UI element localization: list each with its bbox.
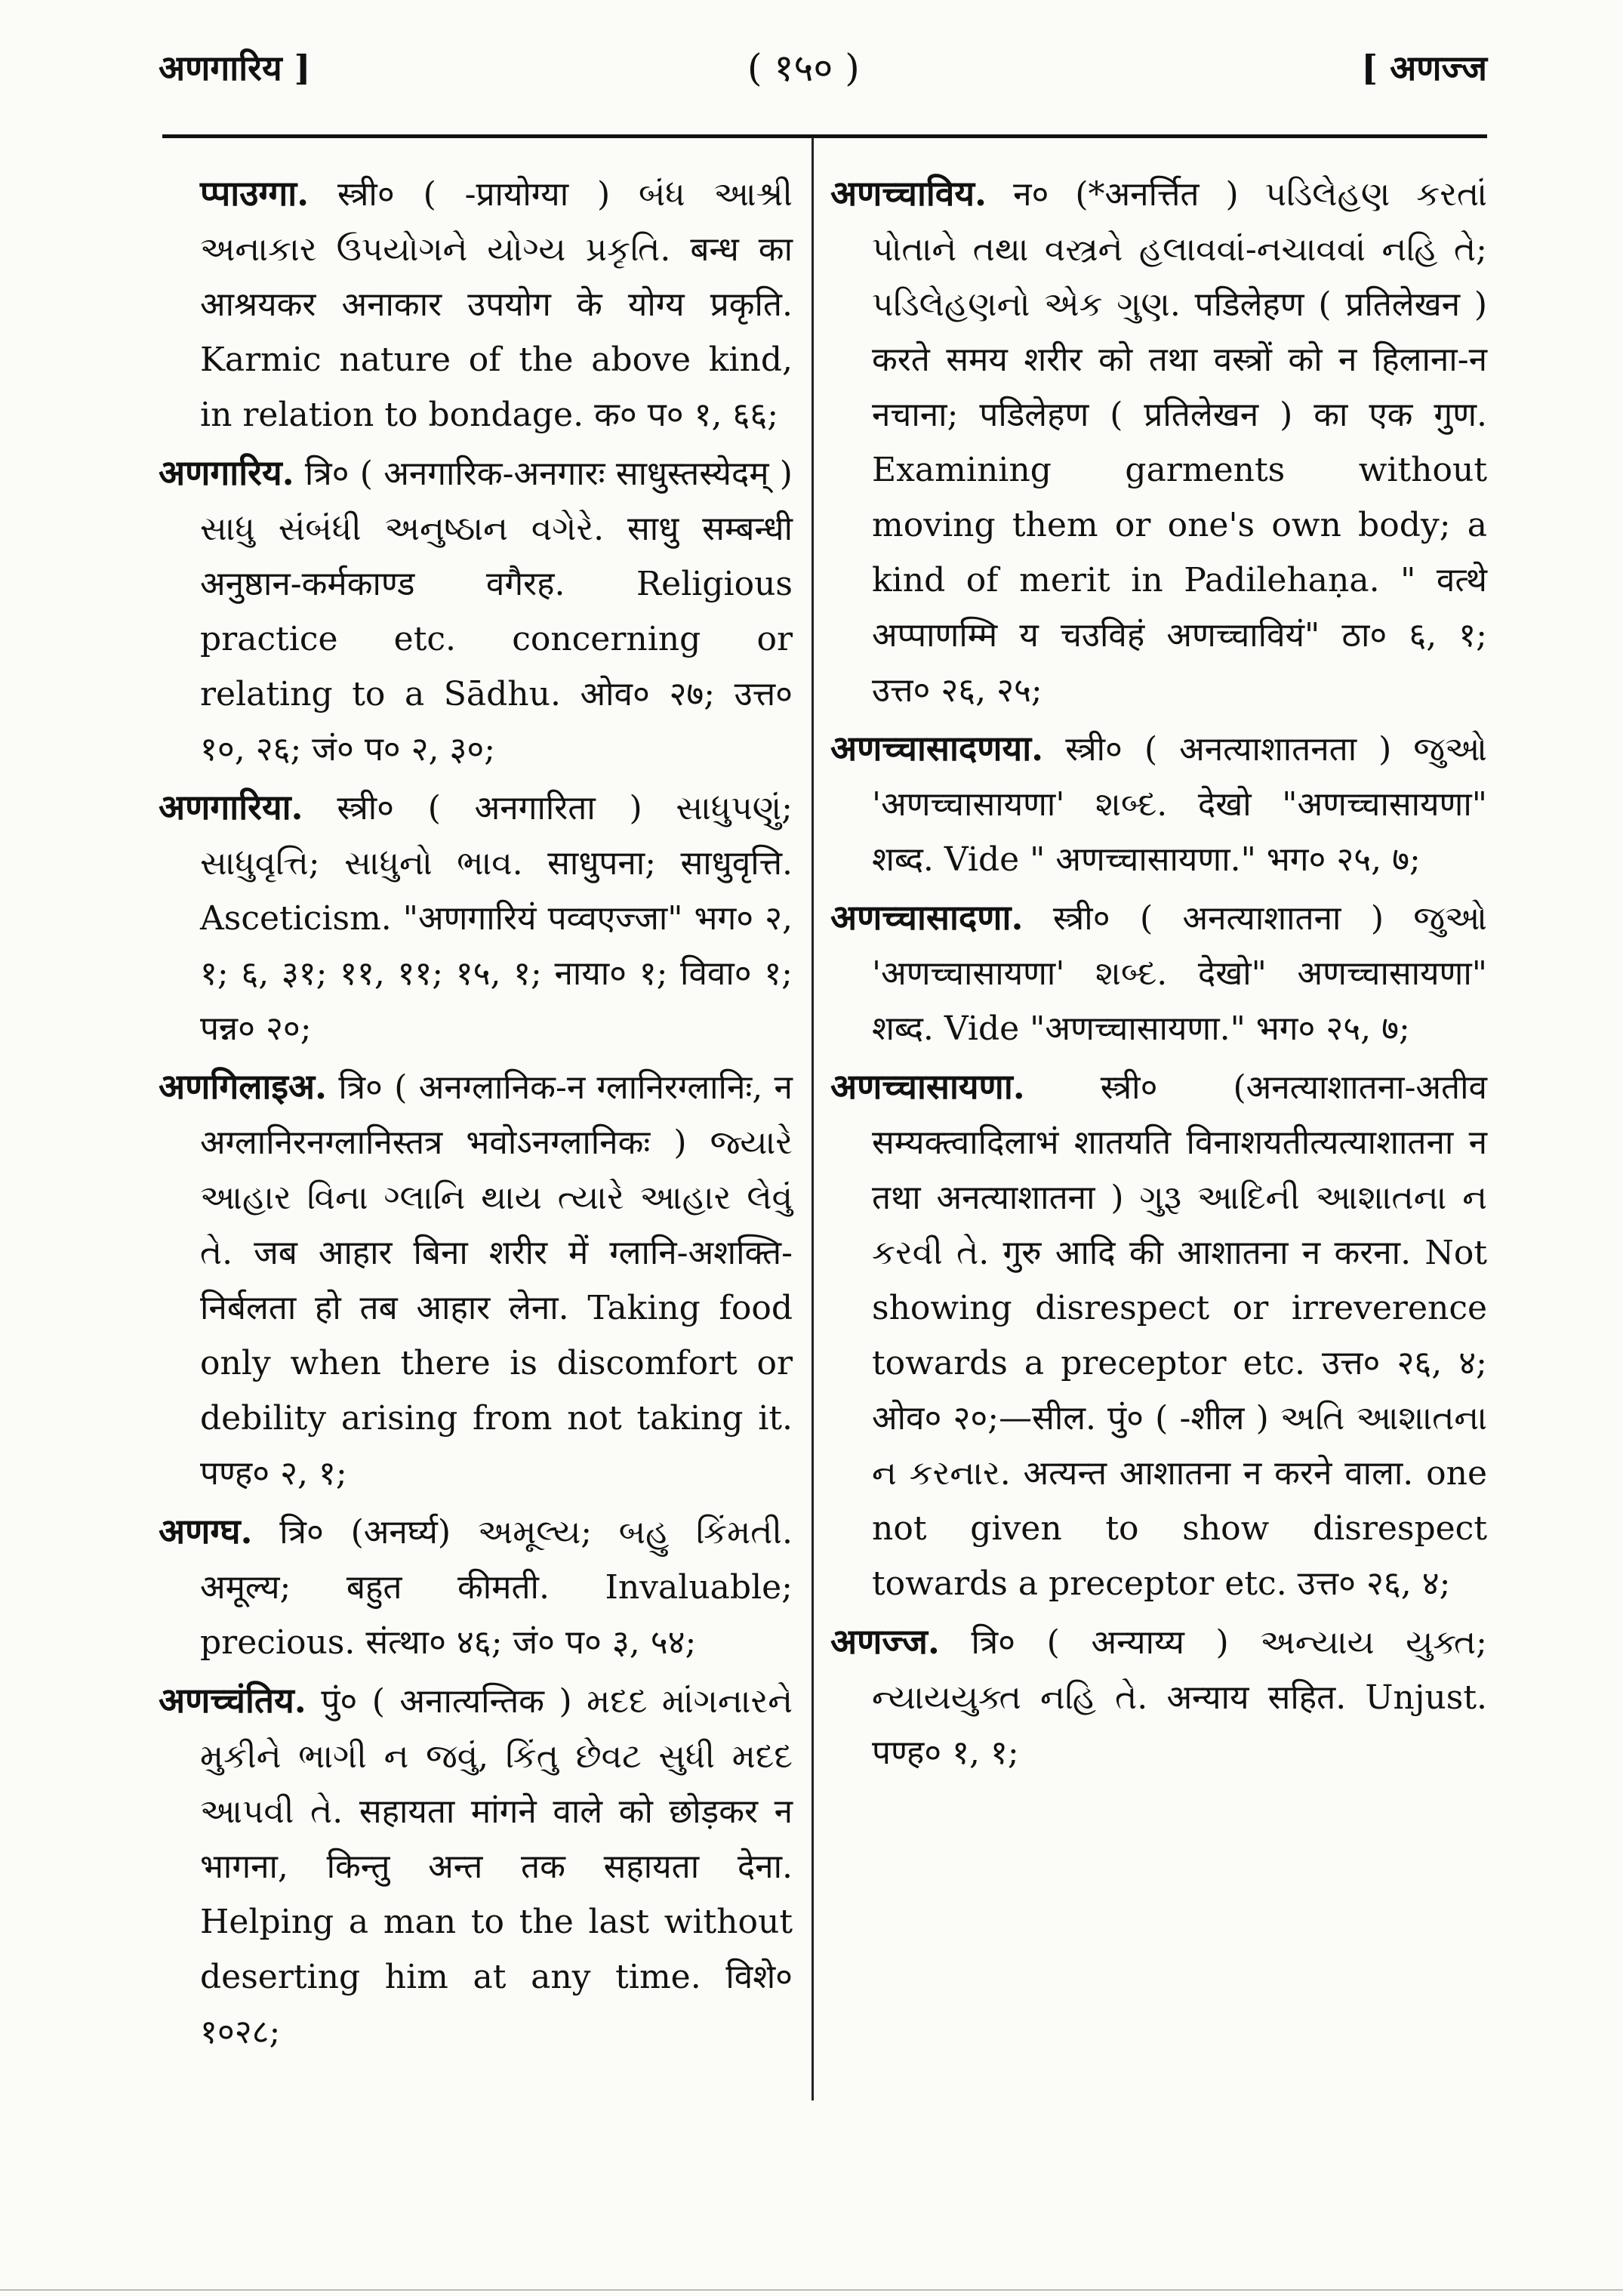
entry-headword: अणगारिया. xyxy=(159,787,303,827)
entry-text: स्त्री० ( अनत्याशातनता ) જુઓ 'अणच्चासायणा' શબ્દ. देखो "अणच्चासायणा" शब्द. Vide " अणच्चासायणा." भग० २५, ७; xyxy=(872,730,1487,879)
entry-headword: अणज्ज. xyxy=(830,1621,940,1662)
entry-headword: अणच्चासायणा. xyxy=(830,1066,1025,1107)
dictionary-entry xyxy=(830,890,1487,1056)
dictionary-entry xyxy=(830,1059,1487,1611)
dictionary-entry xyxy=(159,166,793,442)
entry-headword: अणच्चासादणा. xyxy=(830,897,1024,938)
entry-headword: अणगिलाइअ. xyxy=(159,1066,328,1107)
column-divider xyxy=(812,137,814,2100)
dictionary-entry xyxy=(830,1614,1487,1780)
page-header xyxy=(159,38,1487,113)
entry-text: त्रि० ( अनग्लानिक-न ग्लानिरग्लानिः, न अग्लानिरनग्लानिस्तत्र भवोऽनग्लानिकः ) જ્યારે આહાર વિના ગ્લાનિ થાય ત્યારે આહાર લેવું તે. जब आहार बिना शरीर में ग्लानि-अशक्ति-निर्बलता हो तब आहार लेना. Taking food only when there is discomfort or debility arising from not taking it. पण्ह० २, १; xyxy=(200,1068,793,1493)
dictionary-entry xyxy=(830,166,1487,718)
dictionary-entry xyxy=(159,1673,793,2060)
dictionary-entry xyxy=(159,1059,793,1501)
entry-headword: अणच्चंतिय. xyxy=(159,1680,306,1721)
header-rule xyxy=(162,134,1487,138)
dictionary-entry xyxy=(159,780,793,1056)
dictionary-entry xyxy=(159,445,793,777)
entry-text: स्त्री० ( अनगारिता ) સાધુપણું; સાધુવૃત્તિ; સાધુનો ભાવ. साधुपना; साधुवृत्ति. Asceticism. "अणगारियं पव्वएज्जा" भग० २, १; ६, ३१; ११, ११; १५, १; नाया० १; विवा० १; पन्न० २०; xyxy=(200,789,793,1048)
entry-headword: अणच्चासादणया. xyxy=(830,728,1044,769)
right-column xyxy=(830,166,1487,1783)
left-column xyxy=(159,166,793,2063)
entry-text: स्त्री० ( -प्रायोग्या ) બંધ આશ્રી અનાકાર ઉપયોગને યોગ્ય પ્રકૃતિ. बन्ध का आश्रयकर अनाकार उपयोग के योग्य प्रकृति. Karmic nature of the above kind, in relation to bondage. क० प० १, ६६; xyxy=(200,175,793,434)
page-number: ( १५० ) xyxy=(747,46,860,90)
dictionary-entry xyxy=(830,721,1487,887)
entry-text: स्त्री० (अनत्याशातना-अतीव सम्यक्त्वादिलाभं शातयति विनाशयतीत्यत्याशातना न तथा अनत्याशातना ) ગુરૂ આદિની આશાતના ન કરવી તે. गुरु आदि की आशातना न करना. Not showing disrespect or irreverence towards a preceptor etc. उत्त० २६, ४; ओव० २०;—सील. पुं० ( -शील ) અતિ આશાતના ન કરનાર. अत्यन्त आशातना न करने वाला. one not given to show disrespect towards a preceptor etc. उत्त० २६, ४; xyxy=(872,1068,1487,1603)
left-guide-word: अणगारिय ] xyxy=(159,48,311,88)
entry-headword: प्पाउग्गा. xyxy=(200,173,310,214)
dictionary-entry xyxy=(159,1504,793,1670)
entry-text: त्रि० ( अनगारिक-अनगारः साधुस्तस्येदम् ) સાધુ સંબંધી અનુષ્ઠાન વગેરે. साधु सम्बन्धी अनुष्ठान-कर्मकाण्ड वगैरह. Religious practice etc. concerning or relating to a Sādhu. ओव० २७; उत्त० १०, २६; जं० प० २, ३०; xyxy=(200,455,793,769)
entry-text: स्त्री० ( अनत्याशातना ) જુઓ 'अणच्चासायणा' શબ્દ. देखो" अणच्चासायणा" शब्द. Vide "अणच्चासायणा." भग० २५, ७; xyxy=(872,899,1487,1048)
entry-text: न० (*अनर्त्तित ) પડિલેહણ કરતાં પોતાને તથા વસ્ત્રને હલાવવાં-નચાવવાં નહિ તે; પડિલેહણનો એક ગુણ. पडिलेहण ( प्रतिलेखन ) करते समय शरीर को तथा वस्त्रों को न हिलाना-न नचाना; पडिलेहण ( प्रतिलेखन ) का एक गुण. Examining garments without moving them or one's own body; a kind of merit in Padilehaṇa. " वत्थे अप्पाणम्मि य चउविहं अणच्चावियं" ठा० ६, १; उत्त० २६, २५; xyxy=(872,175,1487,710)
entry-headword: अणग्घ. xyxy=(159,1511,253,1552)
entry-headword: अणच्चाविय. xyxy=(830,173,987,214)
entry-headword: अणगारिय. xyxy=(159,452,294,493)
entry-text: त्रि० ( अन्याय्य ) અન્યાય યુક્ત; ન્યાયયુક્ત નહિ તે. अन्याय सहित. Unjust. पण्ह० १, १; xyxy=(872,1623,1487,1772)
right-guide-word: [ अणज्ज xyxy=(1361,48,1487,88)
entry-text: त्रि० (अनर्घ्य) અમૂલ્ય; બહુ કિંમતી. अमूल्य; बहुत कीमती. Invaluable; precious. संत्था० ४६; जं० प० ३, ५४; xyxy=(200,1513,793,1662)
entry-text: पुं० ( अनात्यन्तिक ) મદદ માંગનારને મુકીને ભાગી ન જવું, કિંતુ છેવટ સુધી મદદ આપવી તે. सहायता मांगने वाले को छोड़कर न भागना, किन्तु अन्त तक सहायता देना. Helping a man to the last without deserting him at any time. विशे० १०२८; xyxy=(200,1682,793,2051)
bottom-edge-line xyxy=(0,2289,1623,2291)
